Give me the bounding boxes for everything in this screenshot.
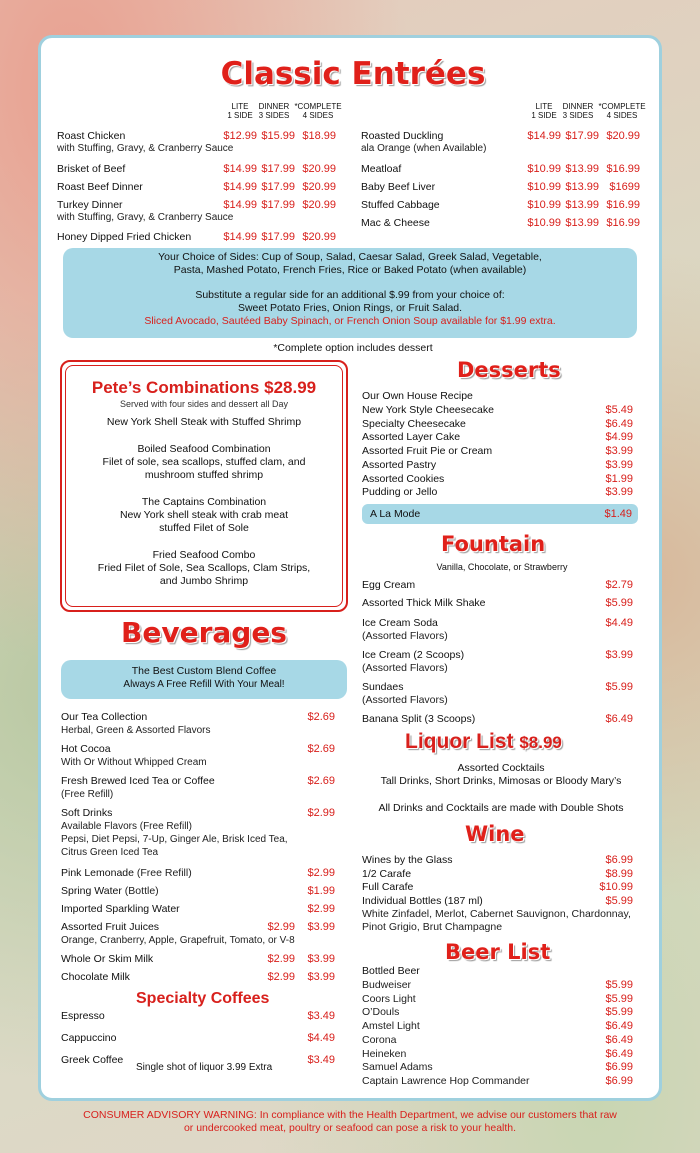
entree-price: $13.99 [565, 199, 599, 211]
fountain-desc: (Assorted Flavors) [362, 694, 448, 706]
beverage-desc: Available Flavors (Free Refill) [61, 821, 192, 832]
beer-title: Beer List [445, 940, 551, 964]
col-header-lite: LITE 1 SIDE [227, 102, 253, 120]
dessert-price: $3.99 [605, 458, 633, 471]
fountain-name: Assorted Thick Milk Shake [362, 597, 486, 609]
liquor-info: Assorted Cocktails Tall Drinks, Short Drinks, Mimosas or Bloody Mary’s All Drinks and Cocktails are made with Double Shots [378, 762, 624, 814]
beverage-desc: Citrus Green Iced Tea [61, 847, 159, 858]
fountain-name: Sundaes [362, 681, 404, 693]
desserts-header: Our Own House Recipe [362, 390, 473, 402]
combo-name: New York Shell Steak with Stuffed Shrimp [106, 416, 302, 428]
fountain-price: $6.49 [605, 713, 633, 725]
beer-header: Bottled Beer [362, 965, 420, 977]
combo-desc: Filet of sole, sea scallops, stuffed clam, and [102, 456, 306, 468]
combos-title: Pete’s Combinations $28.99 [91, 378, 317, 397]
beverage-name-text: Assorted Fruit Juices [61, 921, 160, 933]
entree-name: Mac & Cheese [361, 217, 430, 229]
beer-name: Samuel Adams [362, 1061, 433, 1074]
beverage-desc: Pepsi, Diet Pepsi, 7-Up, Ginger Ale, Brisk Iced Tea, [61, 834, 288, 845]
beverage-name [61, 903, 180, 916]
combos-subtitle: Served with four sides and dessert all Day [119, 399, 289, 409]
dessert-price: $3.99 [605, 486, 633, 499]
beverage-name [61, 971, 130, 984]
beer-name: Amstel Light [362, 1020, 420, 1033]
wine-price: $6.99 [605, 854, 633, 866]
sides-line: Substitute a regular side for an additional $.99 from your choice of: [195, 289, 505, 301]
beverage-price: $2.99 [307, 807, 335, 819]
col-header-dinner: DINNER 3 SIDES [562, 102, 594, 120]
fountain-name: Banana Split (3 Scoops) [362, 713, 476, 725]
beverage-note: (Free Refill) [133, 867, 192, 879]
beverage-name [61, 867, 192, 880]
specialty-price: $3.49 [307, 1054, 335, 1066]
coffee-line: The Best Custom Blend Coffee [131, 665, 277, 677]
combos-box [60, 360, 348, 612]
entree-price: $13.99 [565, 181, 599, 193]
entree-price: $20.99 [302, 199, 336, 211]
beverage-price: $2.69 [307, 711, 335, 723]
beer-name: Coors Light [362, 992, 416, 1005]
entree-price: $20.99 [606, 130, 640, 142]
beer-price: $6.49 [605, 1047, 633, 1060]
specialty-note: Single shot of liquor 3.99 Extra [136, 1062, 273, 1073]
beverage-price: $2.69 [307, 775, 335, 787]
specialty-name: Espresso [61, 1010, 105, 1022]
entree-price: $10.99 [527, 199, 561, 211]
alamode-row [362, 504, 638, 524]
beverage-name-text: Imported Sparkling Water [61, 903, 180, 915]
beer-name: O’Douls [362, 1006, 400, 1019]
fountain-name: Egg Cream [362, 579, 416, 591]
entree-price: $13.99 [565, 217, 599, 229]
entree-price: $16.99 [606, 199, 640, 211]
beverage-desc: (Free Refill) [61, 789, 114, 800]
beverage-name [61, 807, 112, 820]
wine-name: Wines by the Glass [362, 854, 453, 866]
entree-name: Stuffed Cabbage [361, 199, 440, 211]
entree-price: $16.99 [606, 163, 640, 175]
beverage-name-text: Hot Cocoa [61, 743, 111, 755]
beverage-name [61, 885, 159, 898]
entree-price: $14.99 [223, 181, 257, 193]
sides-extra: Sliced Avocado, Sautéed Baby Spinach, or French Onion Soup available for $1.99 extra. [144, 315, 556, 327]
entree-price: $1699 [609, 181, 640, 193]
entree-price: $10.99 [527, 181, 561, 193]
entree-name: Turkey Dinner [57, 199, 123, 211]
dessert-price: $4.99 [605, 431, 633, 444]
entree-price: $10.99 [527, 217, 561, 229]
entree-price: $15.99 [261, 130, 295, 142]
entree-price: $13.99 [565, 163, 599, 175]
beverage-price: $2.99 [267, 953, 295, 965]
liquor-title: Liquor List $8.99 [405, 730, 562, 753]
combo-desc: stuffed Filet of Sole [159, 522, 249, 534]
dessert-name: Pudding or Jello [362, 486, 438, 499]
beer-price: $6.99 [605, 1061, 633, 1074]
dessert-price: $6.49 [605, 417, 633, 430]
beverage-name [61, 775, 215, 788]
col-header-dinner: DINNER 3 SIDES [258, 102, 290, 120]
dessert-name: Assorted Fruit Pie or Cream [362, 445, 493, 458]
entree-price: $17.99 [261, 199, 295, 211]
combo-name: Fried Seafood Combo [152, 549, 256, 561]
wine-desc: White Zinfadel, Merlot, Cabernet Sauvignon, Chardonnay, Pinot Grigio, Brut Champagne [362, 908, 631, 933]
beverages-title: Beverages [121, 616, 287, 649]
menu-card [38, 35, 662, 1101]
classic-entrees-title: Classic Entrées [220, 56, 486, 92]
dessert-price: $5.49 [605, 404, 633, 416]
beverage-price: $2.69 [307, 743, 335, 755]
combo-desc: New York shell steak with crab meat [119, 509, 289, 521]
entree-price: $17.99 [565, 130, 599, 142]
fountain-desc: (Assorted Flavors) [362, 662, 448, 674]
beverage-name-text: Chocolate Milk [61, 971, 130, 983]
combo-item [62, 416, 346, 429]
wine-price: $8.99 [605, 867, 633, 880]
beverage-price: $2.99 [267, 921, 295, 933]
entree-price: $14.99 [223, 199, 257, 211]
sides-line: Pasta, Mashed Potato, French Fries, Rice or Baked Potato (when available) [173, 264, 527, 276]
col-header-lite: LITE 1 SIDE [531, 102, 557, 120]
dessert-price: $3.99 [605, 445, 633, 458]
entree-price: $20.99 [302, 181, 336, 193]
fountain-price: $5.99 [605, 597, 633, 609]
dessert-name: Specialty Cheesecake [362, 417, 466, 430]
entree-name: Roast Beef Dinner [57, 181, 143, 193]
alamode-price: $1.49 [604, 508, 632, 520]
col-header-complete: *COMPLETE 4 SIDES [598, 102, 646, 120]
entree-name: Meatloaf [361, 163, 402, 175]
fountain-title: Fountain [441, 532, 546, 556]
entree-name: Roasted Duckling [361, 130, 444, 142]
fountain-subtitle: Vanilla, Chocolate, or Strawberry [436, 562, 568, 572]
entree-price: $17.99 [261, 163, 295, 175]
beverage-name [61, 743, 111, 756]
beverage-name-text: Pink Lemonade [61, 867, 134, 879]
combo-desc: and Jumbo Shrimp [159, 575, 249, 587]
entree-price: $10.99 [527, 163, 561, 175]
beverage-name [61, 711, 147, 724]
beverage-name-text: Spring Water [61, 885, 122, 897]
beer-name: Corona [362, 1033, 397, 1046]
beer-price: $5.99 [605, 992, 633, 1005]
wine-name: Full Carafe [362, 881, 414, 893]
beverage-name-text: Fresh Brewed Iced Tea or Coffee [61, 775, 215, 787]
entree-price: $17.99 [261, 231, 295, 243]
col-header-complete: *COMPLETE 4 SIDES [294, 102, 342, 120]
beer-price: $6.49 [605, 1033, 633, 1046]
entree-name: Baby Beef Liver [361, 181, 436, 193]
combo-desc: Fried Filet of Sole, Sea Scallops, Clam Strips, [97, 562, 311, 574]
wine-name: Individual Bottles (187 ml) [362, 894, 483, 907]
combo-item [62, 443, 346, 482]
beverage-desc: Orange, Cranberry, Apple, Grapefruit, Tomato, or V-8 [61, 935, 295, 946]
desserts-title: Desserts [457, 358, 561, 382]
sides-line: Sweet Potato Fries, Onion Rings, or Fruit Salad. [237, 302, 463, 314]
fountain-price: $2.79 [605, 579, 633, 591]
specialty-price: $3.49 [307, 1010, 335, 1022]
coffee-line: Always A Free Refill With Your Meal! [123, 679, 285, 690]
combo-desc: mushroom stuffed shrimp [144, 469, 264, 481]
entree-price: $14.99 [527, 130, 561, 142]
entree-name: Brisket of Beef [57, 163, 126, 175]
beverage-note: (Bottle) [121, 885, 159, 897]
beverage-price: $2.99 [307, 867, 335, 879]
entree-price: $16.99 [606, 217, 640, 229]
entree-name: Honey Dipped Fried Chicken [57, 231, 192, 243]
beverage-name-text: Whole Or Skim Milk [61, 953, 154, 965]
fountain-price: $3.99 [605, 649, 633, 661]
beverage-price: $3.99 [307, 953, 335, 965]
entree-name: Roast Chicken [57, 130, 126, 142]
beverage-name-text: Our Tea Collection [61, 711, 148, 723]
alamode-name: A La Mode [370, 508, 421, 520]
consumer-advisory: CONSUMER ADVISORY WARNING: In compliance with the Health Department, we advise our customers that raw or undercooked meat, poultry or seafood can pose a risk to your health. [83, 1109, 617, 1134]
combo-name: The Captains Combination [141, 496, 267, 508]
entree-price: $20.99 [302, 163, 336, 175]
beer-name: Captain Lawrence Hop Commander [362, 1074, 530, 1087]
beverage-desc: Herbal, Green & Assorted Flavors [61, 725, 211, 736]
combo-name: Boiled Seafood Combination [137, 443, 271, 455]
beer-name: Budweiser [362, 979, 412, 991]
entree-price: $17.99 [261, 181, 295, 193]
beer-price: $6.49 [605, 1020, 633, 1033]
dessert-name: Assorted Layer Cake [362, 431, 461, 444]
entree-desc: with Stuffing, Gravy, & Cranberry Sauce [57, 143, 234, 154]
dessert-name: New York Style Cheesecake [362, 404, 494, 416]
beverage-name-text: Soft Drinks [61, 807, 113, 819]
beverage-price: $1.99 [307, 885, 335, 897]
wine-price: $10.99 [599, 881, 633, 893]
specialty-coffees-title: Specialty Coffees [136, 990, 270, 1007]
combo-item [62, 496, 346, 535]
entree-price: $18.99 [302, 130, 336, 142]
beverage-price: $3.99 [307, 921, 335, 933]
coffee-box [61, 660, 347, 699]
fountain-name: Ice Cream Soda [362, 617, 438, 629]
fountain-name: Ice Cream (2 Scoops) [362, 649, 465, 661]
beverage-price: $3.99 [307, 971, 335, 983]
beverage-name [61, 953, 153, 966]
entree-price: $20.99 [302, 231, 336, 243]
specialty-price: $4.49 [307, 1032, 335, 1044]
entree-desc: ala Orange (when Available) [361, 143, 487, 154]
beverage-price: $2.99 [267, 971, 295, 983]
specialty-name: Greek Coffee [61, 1054, 124, 1066]
beer-price: $5.99 [605, 1006, 633, 1019]
entree-desc: with Stuffing, Gravy, & Cranberry Sauce [57, 212, 234, 223]
fountain-price: $5.99 [605, 681, 633, 693]
wine-price: $5.99 [605, 894, 633, 907]
fountain-desc: (Assorted Flavors) [362, 630, 448, 642]
entree-price: $14.99 [223, 231, 257, 243]
wine-name: 1/2 Carafe [362, 867, 412, 880]
dessert-name: Assorted Pastry [362, 458, 437, 471]
beer-name: Heineken [362, 1047, 407, 1060]
beverage-price: $2.99 [307, 903, 335, 915]
wine-title: Wine [465, 822, 525, 846]
beverage-name [61, 921, 159, 934]
fountain-price: $4.49 [605, 617, 633, 629]
specialty-name: Cappuccino [61, 1032, 117, 1044]
beverage-desc: With Or Without Whipped Cream [61, 757, 207, 768]
sides-box [63, 248, 637, 338]
sides-line: Your Choice of Sides: Cup of Soup, Salad, Caesar Salad, Greek Salad, Vegetable, [158, 251, 542, 263]
dessert-name: Assorted Cookies [362, 472, 445, 485]
entree-price: $12.99 [223, 130, 257, 142]
beer-price: $5.99 [605, 979, 633, 991]
dessert-price: $1.99 [605, 472, 633, 485]
complete-note: *Complete option includes dessert [273, 342, 433, 354]
entree-price: $14.99 [223, 163, 257, 175]
beer-price: $6.99 [605, 1074, 633, 1087]
